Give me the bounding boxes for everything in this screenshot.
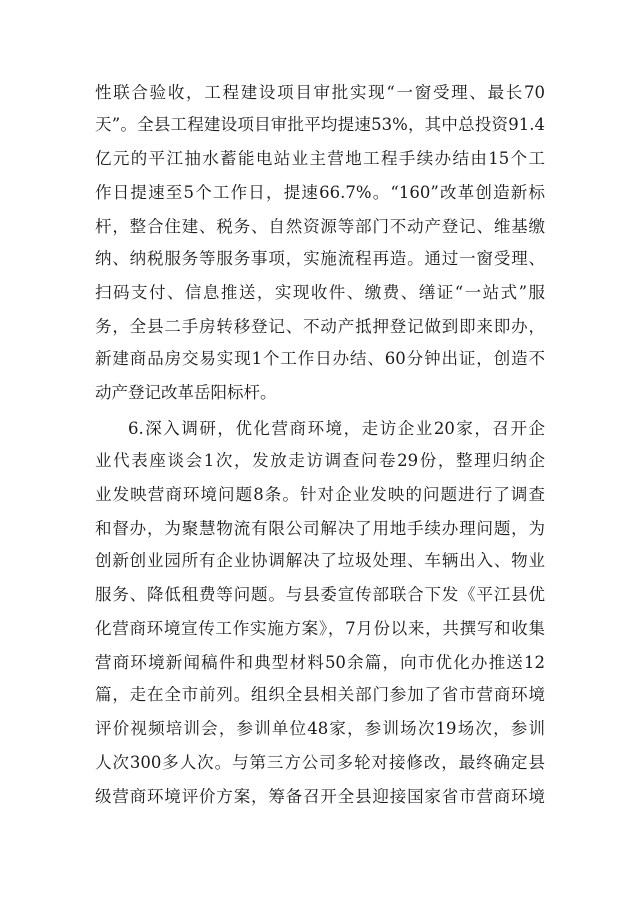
text-line: 亿元的平江抽水蓄能电站业主营地工程手续办结由15个工 bbox=[95, 149, 545, 168]
text-line: 评价视频培训会，参训单位48家，参训场次19场次，参训 bbox=[95, 719, 545, 738]
text-line: 创新创业园所有企业协调解决了垃圾处理、车辆出入、物业 bbox=[95, 551, 545, 570]
text-line: 业发映营商环境问题8条。针对企业发映的问题进行了调查 bbox=[95, 485, 545, 504]
text-line: 天”。全县工程建设项目审批平均提速53%，其中总投资91.4 bbox=[95, 115, 545, 134]
text-line: 纳、纳税服务等服务事项，实施流程再造。通过一窗受理、 bbox=[95, 249, 545, 268]
text-line: 人次300多人次。与第三方公司多轮对接修改，最终确定县 bbox=[95, 753, 545, 772]
text-line: 和督办，为聚慧物流有限公司解决了用地手续办理问题，为 bbox=[95, 519, 545, 538]
text-line: 服务、降低租费等问题。与县委宣传部联合下发《平江县优 bbox=[95, 585, 545, 604]
text-line: 作日提速至5个工作日，提速66.7%。“160”改革创造新标 bbox=[95, 183, 545, 202]
text-line: 务，全县二手房转移登记、不动产抵押登记做到即来即办， bbox=[95, 317, 545, 336]
text-line: 业代表座谈会1次，发放走访调查问卷29份，整理归纳企 bbox=[95, 451, 545, 470]
text-line: 新建商品房交易实现1个工作日办结、60分钟出证，创造不 bbox=[95, 349, 545, 368]
text-line: 扫码支付、信息推送，实现收件、缴费、缮证“一站式”服 bbox=[95, 283, 545, 302]
text-line: 杆，整合住建、税务、自然资源等部门不动产登记、维基缴 bbox=[95, 217, 545, 236]
paragraph-first-line: 6.深入调研，优化营商环境，走访企业20家，召开企 bbox=[128, 419, 545, 438]
text-line: 动产登记改革岳阳标杆。 bbox=[95, 383, 277, 402]
text-line: 级营商环境评价方案，筹备召开全县迎接国家省市营商环境 bbox=[95, 787, 545, 806]
text-line: 营商环境新闻稿件和典型材料50余篇，向市优化办推送12 bbox=[95, 653, 545, 672]
text-line: 性联合验收，工程建设项目审批实现“一窗受理、最长70 bbox=[95, 83, 545, 102]
text-line: 篇，走在全市前列。组织全县相关部门参加了省市营商环境 bbox=[95, 685, 545, 704]
text-line: 化营商环境宣传工作实施方案》，7月份以来，共撰写和收集 bbox=[95, 619, 545, 638]
